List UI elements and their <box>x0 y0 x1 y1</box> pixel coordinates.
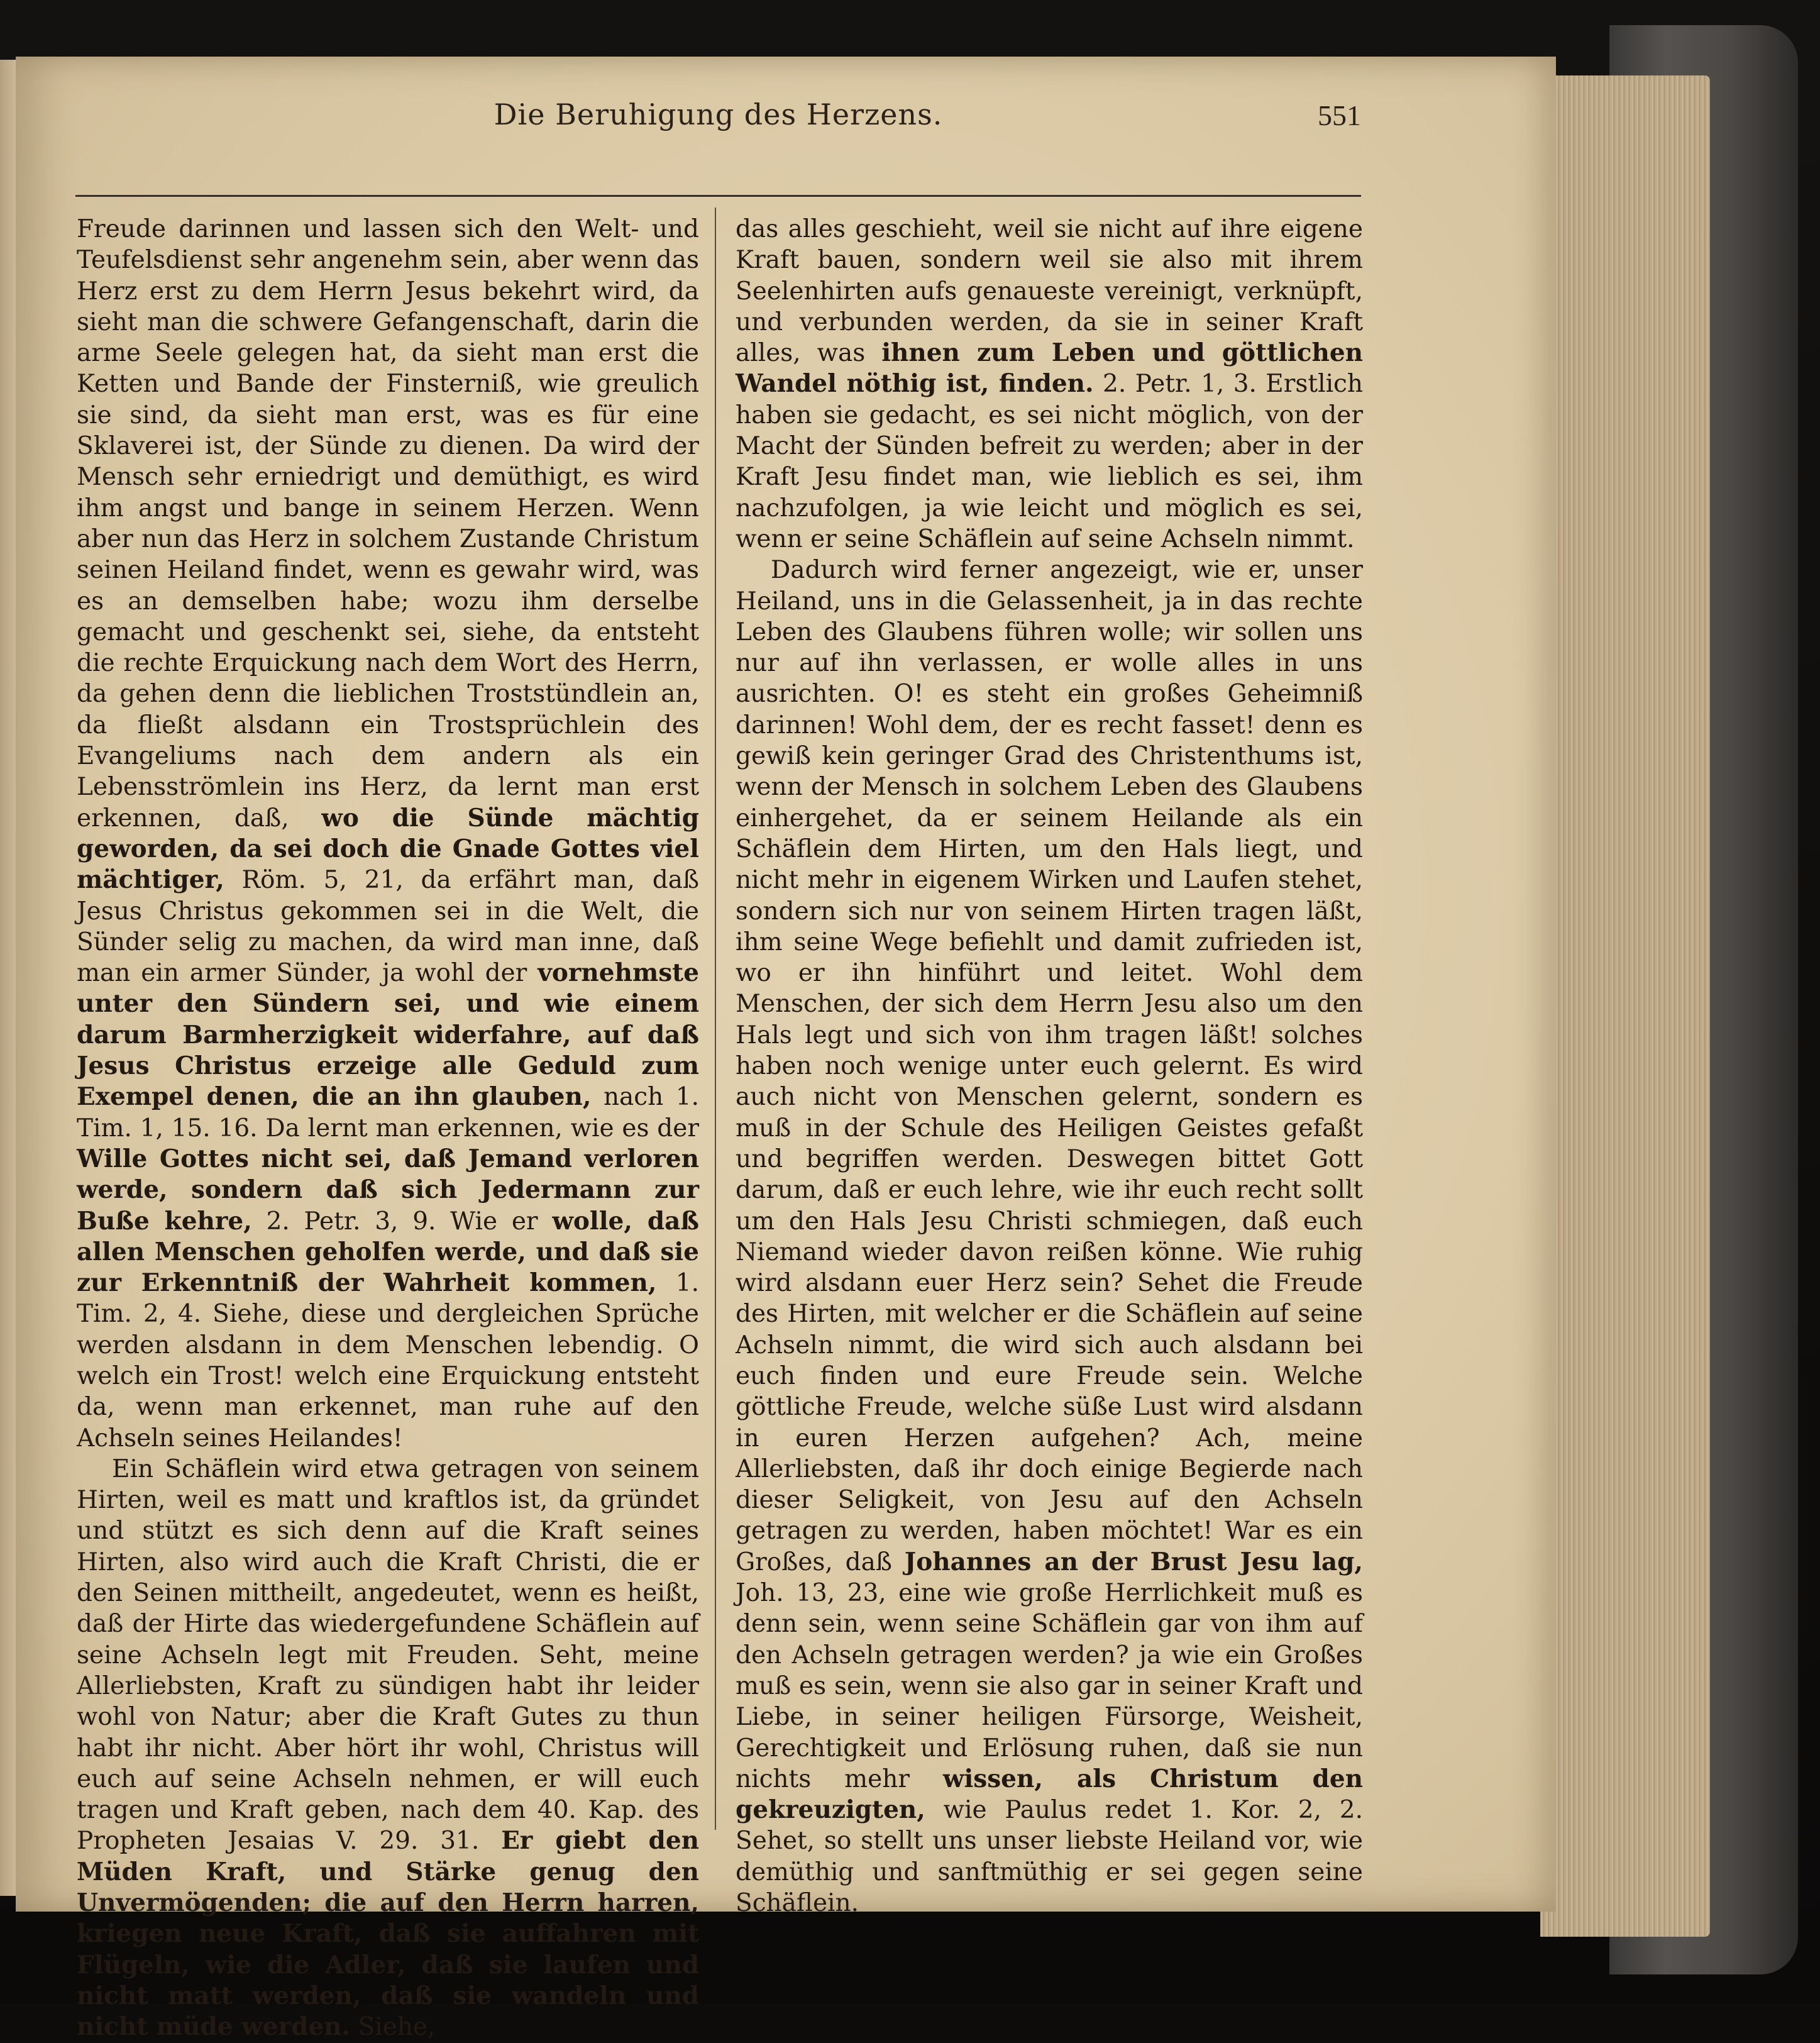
page-header <box>75 97 1361 148</box>
text-run: wie Paulus redet 1. Kor. 2, 2. Sehet, so stellt uns unser liebste Heiland vor, wie demüthig und sanftmüthig er sei gegen seine Schäflein. <box>736 1796 1363 1918</box>
header-rule <box>75 195 1361 197</box>
emphasis-run: wo die Sünde mächtig geworden, da sei doch die Gnade Gottes viel mächtiger, <box>77 803 699 895</box>
page-edges <box>1540 75 1710 1937</box>
text-run: Joh. 13, 23, eine wie große Herrlichkeit muß es denn sein, wenn seine Schäflein gar von ihm auf den Achseln getragen werden? ja wie ein Großes muß es sein, wenn sie also gar in seiner Kraft und Liebe, in seiner heiligen Fürsorge, Weisheit, Gerechtigkeit und Erlösung ruhen, daß sie nun nichts mehr <box>736 1579 1363 1793</box>
text-run: Freude darinnen und lassen sich den Welt- und Teufelsdienst sehr angenehm sein, aber wenn das Herz erst zu dem Herrn Jesus bekehrt wird, da sieht man die schwere Gefangenschaft, darin die arme Seele gelegen hat, da sieht man erst die Ketten und Bande der Finsterniß, wie greulich sie sind, da sieht man erst, was es für eine Sklaverei ist, der Sünde zu dienen. Da wird der Mensch sehr erniedrigt und demüthigt, es wird ihm angst und bange in seinem Herzen. Wenn aber nun das Herz in solchem Zustande Christum seinen Heiland findet, wenn es gewahr wird, was es an demselben habe; wozu ihm derselbe gemacht und geschenkt sei, siehe, da entsteht die rechte Erquickung nach dem Wort des Herrn, da gehen denn die lieblichen Troststündlein an, da fließt alsdann ein Trostsprüchlein des Evangeliums nach dem andern als ein Lebensströmlein ins Herz, da lernt man erst erkennen, daß, <box>77 215 699 833</box>
text-run: nach 1. Tim. 1, 15. 16. Da lernt man erkennen, wie es der <box>77 1083 699 1143</box>
text-run: 2. Petr. 1, 3. Erstlich haben sie gedacht, es sei nicht möglich, von der Macht der Sünden befreit zu werden; aber in der Kraft Jesu findet man, wie lieblich es sei, ihm nachzufolgen, ja wie leicht und möglich es sei, wenn er seine Schäflein auf seine Achseln nimmt. <box>736 370 1364 553</box>
emphasis-run: Er giebt den Müden Kraft, und Stärke genug den Unvermögenden; die auf den Herrn harren, kriegen neue Kraft, daß sie auffahren mit Flügeln, wie die Adler, daß sie laufen und nicht matt werden, daß sie wandeln und nicht müde werden. <box>77 1826 699 2042</box>
column-divider <box>715 208 716 1830</box>
text-run: Dadurch wird ferner angezeigt, wie er, unser Heiland, uns in die Gelassenheit, ja in das rechte Leben des Glaubens führen wolle; wir sollen uns nur auf ihn verlassen, er wolle alles in uns ausrichten. O! es steht ein großes Geheimniß darinnen! Wohl dem, der es recht fasset! denn es gewiß kein geringer Grad des Christenthums ist, wenn der Mensch in solchem Leben des Glaubens einhergehet, da er seinem Heilande als ein Schäflein dem Hirten, um den Hals liegt, und nicht mehr in eigenem Wirken und Laufen stehet, sondern sich nur von seinem Hirten tragen läßt, ihm seine Wege befiehlt und damit zufrieden ist, wo er ihn hinführt und leitet. Wohl dem Menschen, der sich dem Herrn Jesu also um den Hals legt und sich von ihm tragen läßt! solches haben noch wenige unter euch gelernt. Es wird auch nicht von Menschen gelernt, sondern es muß in der Schule des Heiligen Geistes gefaßt und begriffen werden. Deswegen bittet Gott darum, daß er euch lehre, wie ihr euch recht sollt um den Hals Jesu Christi schmiegen, daß euch Niemand wieder davon reißen könne. Wie ruhig wird alsdann euer Herz sein? Sehet die Freude des Hirten, mit welcher er die Schäflein auf seine Achseln nimmt, die wird sich auch alsdann bei euch finden und eure Freude sein. Welche göttliche Freude, welche süße Lust wird alsdann in euren Herzen aufgehen? Ach, meine Allerliebsten, daß ihr doch einige Begierde nach dieser Seligkeit, von Jesu auf den Achseln getragen zu werden, haben möchtet! War es ein Großes, daß <box>736 556 1363 1576</box>
left-paragraph-2 <box>77 1454 699 2043</box>
text-run: Röm. 5, 21, da erfährt man, daß Jesus Christus gekommen sei in die Welt, die Sünder selig zu machen, da wird man inne, daß man ein armer Sünder, ja wohl der <box>77 866 699 988</box>
text-run: 2. Petr. 3, 9. Wie er <box>266 1207 538 1236</box>
text-run: Siehe, <box>358 2013 436 2042</box>
right-column <box>736 214 1363 1918</box>
text-run: 1. Tim. 2, 4. Siehe, diese und dergleichen Sprüche werden alsdann in dem Menschen lebendig. O welch ein Trost! welch eine Erquickung entsteht da, wenn man erkennet, man ruhe auf den Achseln seines Heilandes! <box>77 1269 699 1453</box>
emphasis-run: ihnen zum Leben und göttlichen Wandel nöthig ist, finden. <box>736 338 1364 399</box>
emphasis-run: Wille Gottes nicht sei, daß Jemand verloren werde, sondern daß sich Jedermann zur Buße kehre, <box>77 1144 699 1236</box>
emphasis-run: wolle, daß allen Menschen geholfen werde, und daß sie zur Erkenntniß der Wahrheit kommen, <box>77 1206 700 1298</box>
text-run: Ein Schäflein wird etwa getragen von seinem Hirten, weil es matt und kraftlos ist, da gründet und stützt es sich denn auf die Kraft seines Hirten, also wird auch die Kraft Christi, die er den Seinen mittheilt, angedeutet, wenn es heißt, daß der Hirte das wiedergefundene Schäflein auf seine Achseln legt mit Freuden. Seht, meine Allerliebsten, Kraft zu sündigen habt ihr leider wohl von Natur; aber die Kraft Gutes zu thun habt ihr nicht. Aber hört ihr wohl, Christus will euch auf seine Achseln nehmen, er will euch tragen und Kraft geben, nach dem 40. Kap. des Propheten Jesaias V. 29. 31. <box>77 1454 699 1856</box>
page-number: 551 <box>1318 99 1361 131</box>
running-title: Die Beruhigung des Herzens. <box>494 97 943 131</box>
text-run: das alles geschieht, weil sie nicht auf ihre eigene Kraft bauen, sondern weil sie also mit ihrem Seelenhirten aufs genaueste vereinigt, verknüpft, und verbunden werden, da sie in seiner Kraft alles, was <box>736 215 1363 368</box>
emphasis-run: wissen, als Christum den gekreuzigten, <box>736 1764 1363 1825</box>
right-paragraph-1 <box>736 214 1363 555</box>
emphasis-run: Johannes an der Brust Jesu lag, <box>904 1547 1364 1576</box>
left-column <box>77 214 699 2043</box>
right-paragraph-2 <box>736 555 1363 1918</box>
left-paragraph-1 <box>77 214 699 1454</box>
emphasis-run: vornehmste unter den Sündern sei, und wie einem darum Barmherzigkeit widerfahre, auf daß Jesus Christus erzeige alle Geduld zum Exempel denen, die an ihn glauben, <box>77 958 699 1112</box>
